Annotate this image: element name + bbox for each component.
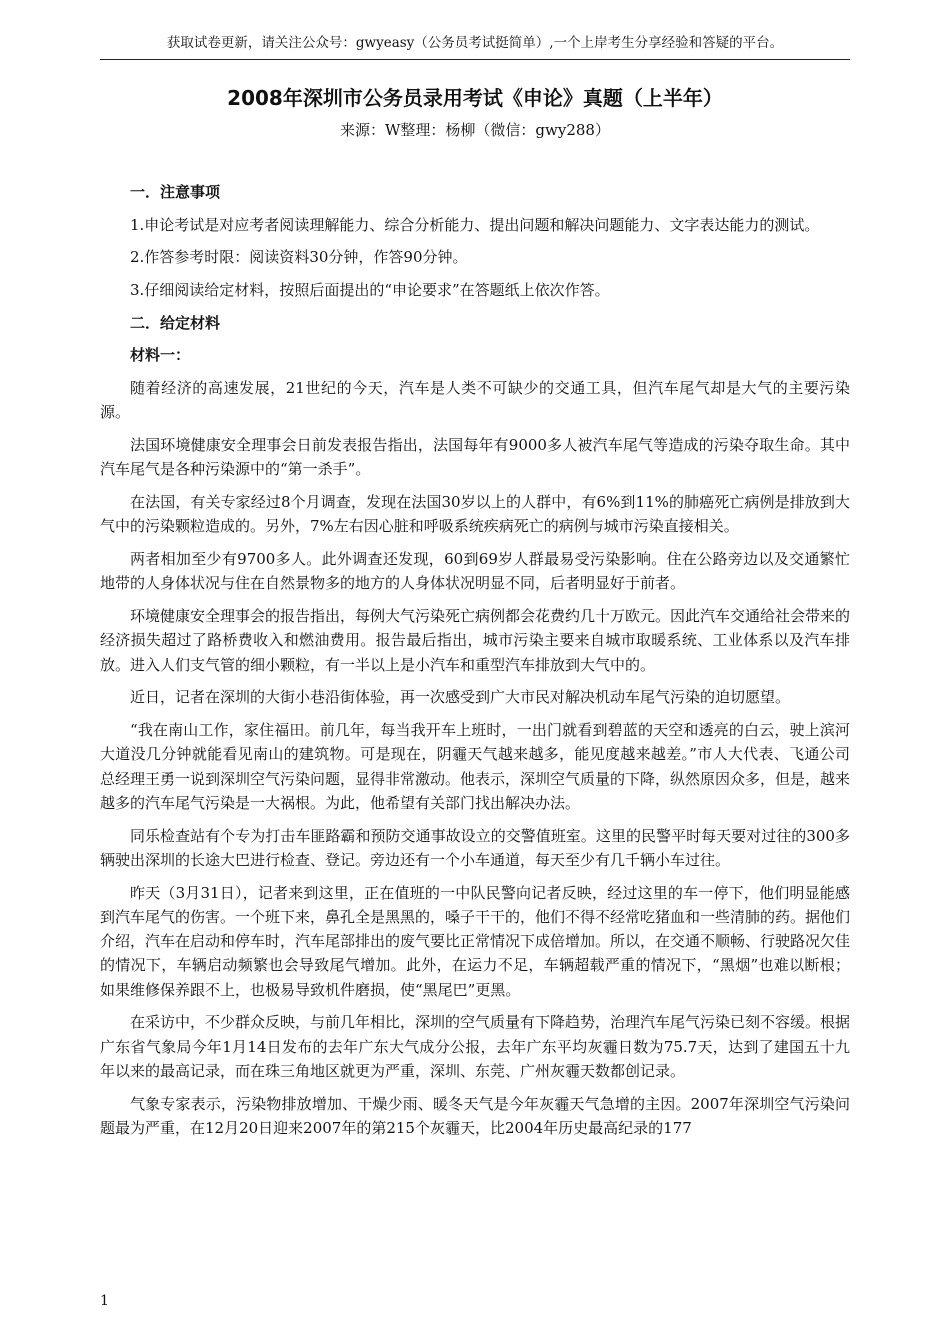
material-paragraph: 法国环境健康安全理事会日前发表报告指出，法国每年有9000多人被汽车尾气等造成的污染夺取生命。其中汽车尾气是各种污染源中的“第一杀手”。 bbox=[100, 436, 850, 479]
material-paragraph: 气象专家表示，污染物排放增加、干燥少雨、暖冬天气是今年灰霾天气急增的主因。2007年深圳空气污染问题最为严重，在12月20日迎来2007年的第215个灰霾天，比2004年历史最高纪录的177 bbox=[100, 1094, 850, 1138]
material-paragraph: 环境健康安全理事会的报告指出，每例大气污染死亡病例都会花费约几十万欧元。因此汽车交通给社会带来的经济损失超过了路桥费收入和燃油费用。报告最后指出，城市污染主要来自城市取暖系统、工业体系以及汽车排放。进入人们支气管的细小颗粒，有一半以上是小汽车和重型汽车排放到大气中的。 bbox=[100, 607, 851, 674]
document-body bbox=[100, 180, 850, 1149]
material-paragraph: “我在南山工作，家住福田。前几年，每当我开车上班时，一出门就看到碧蓝的天空和透亮的白云，驶上滨河大道没几分钟就能看见南山的建筑物。可是现在，阴霾天气越来越多，能见度越来越差。”市人大代表、飞通公司总经理王勇一说到深圳空气污染问题，显得非常激动。他表示，深圳空气质量的下降，纵然原因众多，但是，越来越多的汽车尾气污染是一大祸根。为此，他希望有关部门找出解决办法。 bbox=[100, 721, 851, 812]
notice-item-2: 2.作答参考时限：阅读资料30分钟，作答90分钟。 bbox=[130, 248, 468, 267]
material-paragraph: 两者相加至少有9700多人。此外调查还发现，60到69岁人群最易受污染影响。住在公路旁边以及交通繁忙地带的人身体状况与住在自然景物多的地方的人身体状况明显不同，后者明显好于前者。 bbox=[100, 550, 850, 593]
material-subheading: 材料一： bbox=[130, 346, 191, 365]
material-paragraph: 随着经济的高速发展，21世纪的今天，汽车是人类不可缺少的交通工具，但汽车尾气却是大气的主要污染源。 bbox=[100, 379, 850, 422]
header-note: 获取试卷更新，请关注公众号：gwyeasy（公务员考试挺简单）,一个上岸考生分享经验和答疑的平台。 bbox=[166, 35, 784, 51]
material-paragraph: 在法国，有关专家经过8个月调查，发现在法国30岁以上的人群中，有6%到11%的肺癌死亡病例是排放到大气中的污染颗粒造成的。另外，7%左右因心脏和呼吸系统疾病死亡的病例与城市污染直接相关。 bbox=[100, 493, 850, 536]
material-paragraph: 在采访中，不少群众反映，与前几年相比，深圳的空气质量有下降趋势，治理汽车尾气污染已刻不容缓。根据广东省气象局今年1月14日发布的去年广东大气成分公报，去年广东平均灰霾日数为75.7天，达到了建国五十九年以来的最高记录，而在珠三角地区就更为严重，深圳、东莞、广州灰霾天数都创记录。 bbox=[100, 1013, 851, 1081]
material-paragraph: 同乐检查站有个专为打击车匪路霸和预防交通事故设立的交警值班室。这里的民警平时每天要对过往的300多辆驶出深圳的长途大巴进行检查、登记。旁边还有一个小车通道，每天至少有几千辆小车过往。 bbox=[100, 826, 850, 869]
source-line: 来源：W整理：杨柳（微信：gwy288） bbox=[340, 121, 610, 139]
page-number: 1 bbox=[100, 1293, 109, 1309]
section-heading-notice: 一．注意事项 bbox=[130, 183, 221, 201]
header-divider bbox=[100, 59, 850, 60]
page-title: 2008年深圳市公务员录用考试《申论》真题（上半年） bbox=[227, 86, 723, 110]
notice-item-1: 1.申论考试是对应考者阅读理解能力、综合分析能力、提出问题和解决问题能力、文字表达能力的测试。 bbox=[130, 215, 820, 234]
notice-item-3: 3.仔细阅读给定材料，按照后面提出的“申论要求”在答题纸上依次作答。 bbox=[130, 281, 610, 300]
material-paragraph: 昨天（3月31日），记者来到这里，正在值班的一中队民警向记者反映，经过这里的车一停下，他们明显能感到汽车尾气的伤害。一个班下来，鼻孔全是黑黑的，嗓子干干的，他们不得不经常吃猪血和一些清肺的药。据他们介绍，汽车在启动和停车时，汽车尾部排出的废气要比正常情况下成倍增加。所以，在交通不顺畅、行驶路况欠佳的情况下，车辆启动频繁也会导致尾气增加。此外，在运力不足，车辆超载严重的情况下，“黑烟”也难以断根；如果维修保养跟不上，也极易导致机件磨损，使“黑尾巴”更黑。 bbox=[100, 883, 851, 999]
section-heading-material: 二．给定材料 bbox=[130, 313, 221, 332]
material-paragraph: 近日，记者在深圳的大街小巷沿街体验，再一次感受到广大市民对解决机动车尾气污染的迫切愿望。 bbox=[130, 688, 791, 707]
